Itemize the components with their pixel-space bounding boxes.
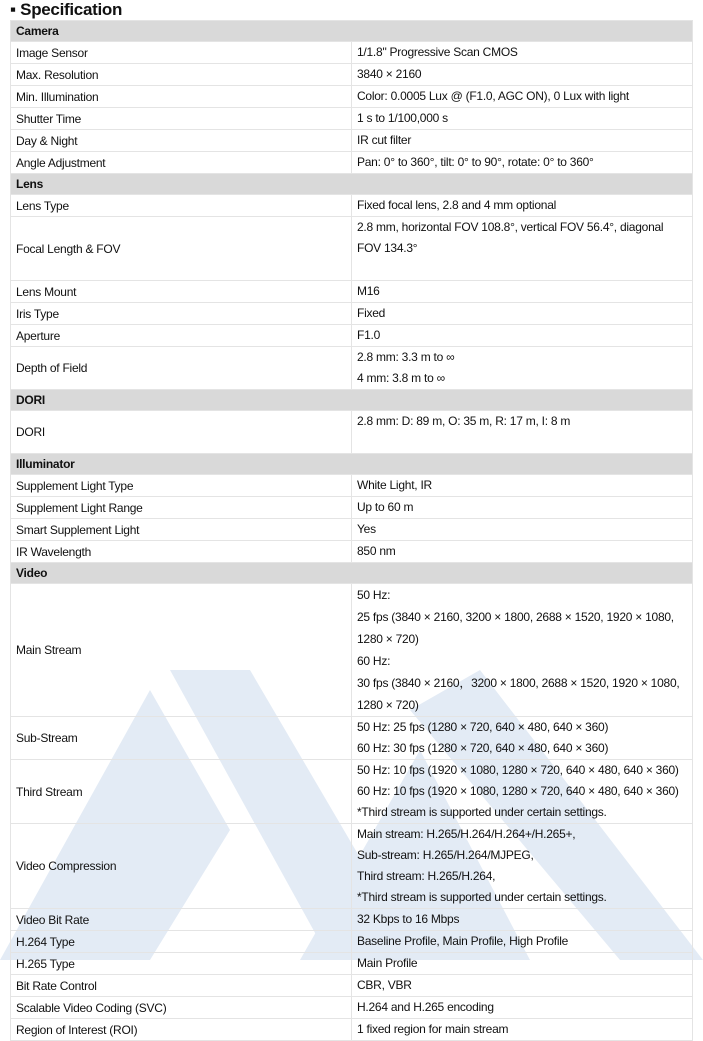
spec-label: Smart Supplement Light — [11, 519, 352, 541]
spec-value — [352, 411, 693, 454]
spec-label: Focal Length & FOV — [11, 217, 352, 281]
spec-value-line: IR cut filter — [357, 133, 412, 147]
spec-value-line: 2.8 mm: 3.3 m to ∞ — [357, 350, 455, 364]
spec-label: Third Stream — [11, 760, 352, 824]
spec-label: H.265 Type — [11, 953, 352, 975]
spec-value-line: F1.0 — [357, 328, 381, 342]
spec-value-line: Pan: 0° to 360°, tilt: 0° to 90°, rotate: 0° to 360° — [357, 155, 594, 169]
spec-label: Video Bit Rate — [11, 909, 352, 931]
spec-value-line: Fixed — [357, 306, 386, 320]
spec-value — [352, 909, 693, 931]
spec-table — [10, 20, 693, 1041]
spec-value-line: 1/1.8" Progressive Scan CMOS — [357, 45, 518, 59]
spec-value-line: 4 mm: 3.8 m to ∞ — [357, 371, 445, 385]
table-row — [11, 824, 693, 909]
spec-value — [352, 130, 693, 152]
spec-value-line: Main stream: H.265/H.264/H.264+/H.265+, — [357, 827, 576, 841]
table-row — [11, 909, 693, 931]
table-row — [11, 303, 693, 325]
spec-label: H.264 Type — [11, 931, 352, 953]
spec-value-line: M16 — [357, 284, 380, 298]
table-row — [11, 931, 693, 953]
spec-value-line: Third stream: H.265/H.264, — [357, 869, 496, 883]
spec-value-line: 50 Hz: — [357, 588, 391, 602]
spec-value — [352, 584, 693, 717]
spec-label: Bit Rate Control — [11, 975, 352, 997]
table-row — [11, 195, 693, 217]
spec-value — [352, 497, 693, 519]
spec-value — [352, 217, 693, 281]
spec-value-line: H.264 and H.265 encoding — [357, 1000, 494, 1014]
spec-value — [352, 824, 693, 909]
spec-label: Aperture — [11, 325, 352, 347]
spec-value — [352, 541, 693, 563]
section-header — [11, 174, 693, 195]
spec-label: Video Compression — [11, 824, 352, 909]
spec-value — [352, 717, 693, 760]
table-row — [11, 86, 693, 108]
table-row — [11, 519, 693, 541]
spec-value-line: *Third stream is supported under certain settings. — [357, 890, 607, 904]
table-row — [11, 717, 693, 760]
spec-label: DORI — [11, 411, 352, 454]
spec-value-line: 25 fps (3840 × 2160, 3200 × 1800, 2688 × 1520, 1920 × 1080, 1280 × 720) — [357, 610, 674, 646]
section-title: Camera — [11, 21, 693, 42]
page-title: ▪ Specification — [10, 0, 123, 19]
section-header — [11, 21, 693, 42]
table-row — [11, 64, 693, 86]
spec-label: Min. Illumination — [11, 86, 352, 108]
spec-label: Lens Mount — [11, 281, 352, 303]
table-row — [11, 760, 693, 824]
table-row — [11, 1019, 693, 1041]
table-row — [11, 411, 693, 454]
table-row — [11, 953, 693, 975]
spec-value-line: 3840 × 2160 — [357, 67, 422, 81]
spec-label: Day & Night — [11, 130, 352, 152]
spec-value-line: 60 Hz: — [357, 654, 391, 668]
spec-value-line: 1 s to 1/100,000 s — [357, 111, 448, 125]
spec-value-line: 30 fps (3840 × 2160，3200 × 1800, 2688 × 1520, 1920 × 1080, 1280 × 720) — [357, 676, 680, 712]
spec-value — [352, 108, 693, 130]
spec-value-line: Sub-stream: H.265/H.264/MJPEG, — [357, 848, 534, 862]
section-header — [11, 563, 693, 584]
spec-label: Lens Type — [11, 195, 352, 217]
spec-value-line: Color: 0.0005 Lux @ (F1.0, AGC ON), 0 Lux with light — [357, 89, 629, 103]
spec-value-line: 2.8 mm: D: 89 m, O: 35 m, R: 17 m, I: 8 m — [357, 414, 571, 428]
spec-value-line: 50 Hz: 10 fps (1920 × 1080, 1280 × 720, 640 × 480, 640 × 360) — [357, 763, 679, 777]
spec-value-line: Fixed focal lens, 2.8 and 4 mm optional — [357, 198, 557, 212]
spec-label: Supplement Light Type — [11, 475, 352, 497]
table-row — [11, 497, 693, 519]
spec-value — [352, 152, 693, 174]
spec-label: Max. Resolution — [11, 64, 352, 86]
section-title: Video — [11, 563, 693, 584]
section-header — [11, 454, 693, 475]
spec-value-line: CBR, VBR — [357, 978, 412, 992]
table-row — [11, 584, 693, 717]
spec-value — [352, 475, 693, 497]
spec-label: Region of Interest (ROI) — [11, 1019, 352, 1041]
table-row — [11, 42, 693, 64]
spec-value-line: 50 Hz: 25 fps (1280 × 720, 640 × 480, 640 × 360) — [357, 720, 609, 734]
spec-label: Iris Type — [11, 303, 352, 325]
spec-value — [352, 303, 693, 325]
spec-value-line: White Light, IR — [357, 478, 432, 492]
spec-value — [352, 64, 693, 86]
spec-value — [352, 931, 693, 953]
spec-value — [352, 975, 693, 997]
table-row — [11, 325, 693, 347]
spec-label: IR Wavelength — [11, 541, 352, 563]
spec-label: Sub-Stream — [11, 717, 352, 760]
spec-value-line: 60 Hz: 10 fps (1920 × 1080, 1280 × 720, 640 × 480, 640 × 360) — [357, 784, 679, 798]
spec-label: Shutter Time — [11, 108, 352, 130]
spec-value — [352, 997, 693, 1019]
table-row — [11, 541, 693, 563]
spec-value — [352, 519, 693, 541]
spec-value — [352, 86, 693, 108]
spec-value — [352, 42, 693, 64]
section-title: DORI — [11, 390, 693, 411]
table-row — [11, 152, 693, 174]
spec-value-line: Yes — [357, 522, 376, 536]
spec-value-line: 60 Hz: 30 fps (1280 × 720, 640 × 480, 640 × 360) — [357, 741, 609, 755]
spec-label: Angle Adjustment — [11, 152, 352, 174]
table-row — [11, 130, 693, 152]
spec-value-line — [357, 432, 687, 453]
table-row — [11, 975, 693, 997]
section-title: Illuminator — [11, 454, 693, 475]
spec-value — [352, 1019, 693, 1041]
table-row — [11, 281, 693, 303]
spec-value-line: 2.8 mm, horizontal FOV 108.8°, vertical FOV 56.4°, diagonal FOV 134.3° — [357, 220, 664, 255]
spec-value-line: Baseline Profile, Main Profile, High Profile — [357, 934, 569, 948]
spec-label: Supplement Light Range — [11, 497, 352, 519]
spec-value-line — [357, 259, 687, 280]
spec-value — [352, 953, 693, 975]
spec-value — [352, 760, 693, 824]
spec-value — [352, 325, 693, 347]
table-row — [11, 347, 693, 390]
spec-label: Image Sensor — [11, 42, 352, 64]
spec-value-line: 850 nm — [357, 544, 396, 558]
table-row — [11, 108, 693, 130]
table-row — [11, 217, 693, 281]
spec-label: Depth of Field — [11, 347, 352, 390]
spec-value-line: Main Profile — [357, 956, 418, 970]
spec-value-line: 32 Kbps to 16 Mbps — [357, 912, 460, 926]
section-title: Lens — [11, 174, 693, 195]
spec-value-line: Up to 60 m — [357, 500, 414, 514]
table-row — [11, 475, 693, 497]
spec-label: Main Stream — [11, 584, 352, 717]
spec-label: Scalable Video Coding (SVC) — [11, 997, 352, 1019]
spec-value-line: *Third stream is supported under certain settings. — [357, 805, 607, 819]
spec-value — [352, 195, 693, 217]
spec-value — [352, 347, 693, 390]
spec-value-line: 1 fixed region for main stream — [357, 1022, 509, 1036]
section-header — [11, 390, 693, 411]
spec-value — [352, 281, 693, 303]
table-row — [11, 997, 693, 1019]
